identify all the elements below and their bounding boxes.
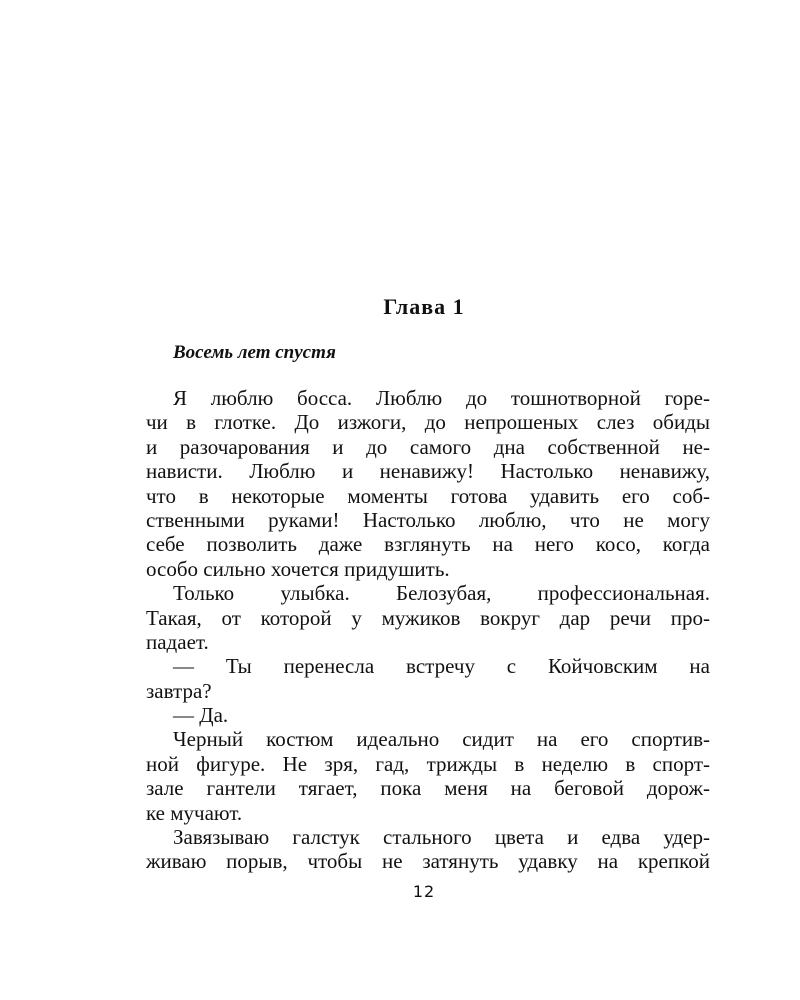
text-line: — Да. [173, 703, 229, 728]
text-line: что в некоторые моменты готова удавить его соб- [146, 483, 710, 508]
chapter-title: Глава 1 [383, 294, 465, 319]
text-line: зале гантели тягает, пока меня на беговой дорож- [146, 776, 710, 801]
text-line: падает. [146, 629, 209, 654]
text-line: себе позволить даже взглянуть на него косо, когда [146, 532, 710, 557]
text-line: Только улыбка. Белозубая, профессиональная. [173, 581, 710, 606]
text-line: ственными руками! Настолько люблю, что не могу [146, 507, 710, 532]
text-line: — Ты перенесла встречу с Койчовским на [173, 654, 710, 679]
text-line: ке мучают. [146, 800, 243, 825]
text-line: завтра? [146, 678, 212, 703]
page-number: 12 [412, 882, 436, 901]
text-line: Черный костюм идеально сидит на его спортив- [173, 727, 710, 752]
text-line: и разочарования и до самого дна собственной не- [146, 434, 710, 459]
text-line: Такая, от которой у мужиков вокруг дар речи про- [146, 605, 710, 630]
text-line: Я люблю босса. Люблю до тошнотворной горе- [173, 386, 710, 410]
text-line: чи в глотке. До изжоги, до непрошеных слез обиды [146, 410, 710, 435]
body-text [146, 386, 710, 874]
text-line: живаю порыв, чтобы не затянуть удавку на крепкой [146, 849, 710, 874]
text-line: Завязываю галстук стального цвета и едва удер- [173, 825, 710, 850]
text-line: нависти. Люблю и ненавижу! Настолько ненавижу, [146, 459, 710, 484]
text-line: ной фигуре. Не зря, гад, трижды в неделю в спорт- [146, 751, 710, 776]
epigraph: Восемь лет спустя [173, 342, 336, 363]
text-line: особо сильно хочется придушить. [146, 556, 450, 581]
